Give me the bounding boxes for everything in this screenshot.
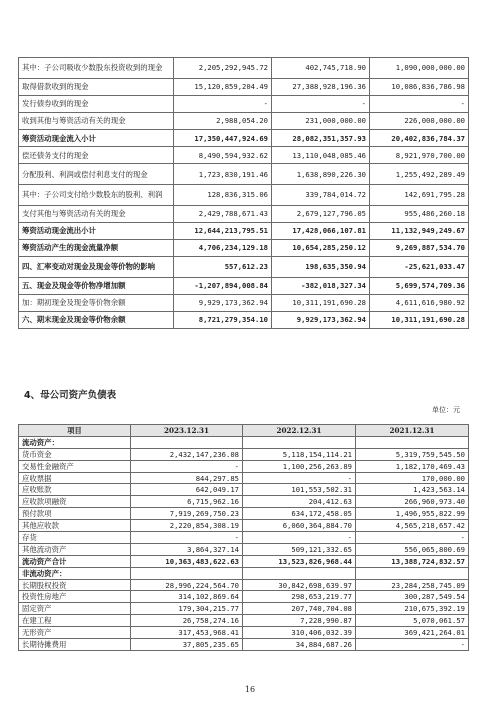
row-label: 应收票据 [19, 472, 131, 484]
value-cell: 4,565,218,657.42 [356, 520, 469, 532]
row-label: 货币资金 [19, 448, 131, 460]
table-row [19, 448, 469, 460]
row-label: 筹资活动现金流入小计 [19, 129, 174, 146]
column-header: 项目 [19, 425, 131, 437]
table-row [19, 532, 469, 544]
value-cell: - [174, 95, 272, 112]
value-cell: - [356, 639, 469, 651]
row-label: 其他应收款 [19, 520, 131, 532]
row-label: 固定资产 [19, 603, 131, 615]
value-cell: 128,836,315.06 [174, 184, 272, 205]
table-row [19, 520, 469, 532]
value-cell: 226,000,000.00 [370, 112, 469, 129]
table-row [19, 460, 469, 472]
value-cell: 28,996,224,564.70 [131, 579, 243, 591]
value-cell: 2,220,854,308.19 [131, 520, 243, 532]
value-cell: -25,621,033.47 [370, 256, 469, 277]
value-cell: 17,428,066,107.81 [272, 222, 370, 239]
value-cell: 101,553,502.31 [243, 484, 356, 496]
value-cell: 6,060,364,884.70 [243, 520, 356, 532]
column-header: 2021.12.31 [356, 425, 469, 437]
table-row [19, 496, 469, 508]
value-cell: - [131, 532, 243, 544]
value-cell: 10,311,191,690.28 [272, 294, 370, 311]
table-row [19, 555, 469, 567]
value-cell: 20,402,836,784.37 [370, 129, 469, 146]
value-cell: 8,490,594,932.62 [174, 147, 272, 164]
table-row [19, 615, 469, 627]
table-row [19, 58, 469, 79]
value-cell: 844,297.85 [131, 472, 243, 484]
value-cell: 11,132,949,249.67 [370, 222, 469, 239]
value-cell [243, 567, 356, 579]
value-cell: 310,406,032.39 [243, 627, 356, 639]
section-title: 4、母公司资产负债表 [24, 390, 117, 401]
value-cell: 4,706,234,129.18 [174, 239, 272, 256]
value-cell: 2,988,054.20 [174, 112, 272, 129]
value-cell: 8,721,279,354.10 [174, 311, 272, 328]
value-cell: - [272, 95, 370, 112]
value-cell: 30,842,698,639.97 [243, 579, 356, 591]
table-row [19, 95, 469, 112]
value-cell: 10,363,483,622.63 [131, 555, 243, 567]
row-label: 投资性房地产 [19, 591, 131, 603]
table-row [19, 472, 469, 484]
table-row [19, 256, 469, 277]
table-row [19, 543, 469, 555]
value-cell: 1,255,492,289.49 [370, 164, 469, 185]
value-cell: 6,715,962.16 [131, 496, 243, 508]
value-cell [356, 567, 469, 579]
table-row [19, 508, 469, 520]
table-row [19, 484, 469, 496]
value-cell: 314,102,869.64 [131, 591, 243, 603]
value-cell: 7,919,269,750.23 [131, 508, 243, 520]
value-cell: 556,065,800.69 [356, 543, 469, 555]
table-row [19, 129, 469, 146]
row-label: 五、现金及现金等价物净增加额 [19, 277, 174, 294]
table-row [19, 294, 469, 311]
row-label: 在建工程 [19, 615, 131, 627]
row-label: 预付款项 [19, 508, 131, 520]
value-cell: 1,100,256,263.89 [243, 460, 356, 472]
value-cell [131, 436, 243, 448]
value-cell: 179,304,215.77 [131, 603, 243, 615]
table-row [19, 184, 469, 205]
row-label: 存货 [19, 532, 131, 544]
value-cell: 15,120,859,204.49 [174, 78, 272, 95]
table-header-row [19, 425, 469, 437]
value-cell: 198,635,350.94 [272, 256, 370, 277]
table-row [19, 579, 469, 591]
table-row [19, 164, 469, 185]
value-cell [131, 567, 243, 579]
value-cell: 27,388,928,196.36 [272, 78, 370, 95]
table-row [19, 277, 469, 294]
value-cell: 1,182,170,469.43 [356, 460, 469, 472]
row-label: 支付其他与筹资活动有关的现金 [19, 205, 174, 222]
value-cell: 17,350,447,924.69 [174, 129, 272, 146]
row-label: 应收账款 [19, 484, 131, 496]
value-cell: 339,784,014.72 [272, 184, 370, 205]
value-cell: - [356, 532, 469, 544]
unit-label: 单位：元 [432, 406, 460, 414]
value-cell: 10,311,191,690.28 [370, 311, 469, 328]
value-cell: 3,864,327.14 [131, 543, 243, 555]
value-cell: 5,070,061.57 [356, 615, 469, 627]
value-cell [243, 436, 356, 448]
value-cell: 1,423,563.14 [356, 484, 469, 496]
row-label: 取得借款收到的现金 [19, 78, 174, 95]
value-cell: 28,082,351,357.93 [272, 129, 370, 146]
row-label: 流动资产合计 [19, 555, 131, 567]
table-row [19, 603, 469, 615]
value-cell: 231,000,000.00 [272, 112, 370, 129]
value-cell: 509,121,332.65 [243, 543, 356, 555]
row-label: 分配股利、利润或偿付利息支付的现金 [19, 164, 174, 185]
row-label: 筹资活动现金流出小计 [19, 222, 174, 239]
row-label: 流动资产： [19, 436, 131, 448]
value-cell: 266,960,973.40 [356, 496, 469, 508]
value-cell: 23,284,258,745.09 [356, 579, 469, 591]
value-cell: 170,000.00 [356, 472, 469, 484]
parent-balance-sheet-table [18, 424, 469, 651]
row-label: 交易性金融资产 [19, 460, 131, 472]
value-cell: 9,929,173,362.94 [272, 311, 370, 328]
value-cell: 5,699,574,709.36 [370, 277, 469, 294]
row-label: 偿还债务支付的现金 [19, 147, 174, 164]
row-label: 加：期初现金及现金等价物余额 [19, 294, 174, 311]
value-cell: 207,740,704.08 [243, 603, 356, 615]
value-cell: 13,388,724,832.57 [356, 555, 469, 567]
value-cell: 13,523,826,968.44 [243, 555, 356, 567]
table-row [19, 205, 469, 222]
row-label: 非流动资产： [19, 567, 131, 579]
table-row [19, 78, 469, 95]
value-cell: 13,110,048,085.46 [272, 147, 370, 164]
value-cell: 8,921,970,700.00 [370, 147, 469, 164]
table-row [19, 112, 469, 129]
cash-flow-table [18, 57, 469, 329]
row-label: 应收款项融资 [19, 496, 131, 508]
value-cell: 2,429,788,671.43 [174, 205, 272, 222]
value-cell: 298,653,219.77 [243, 591, 356, 603]
row-label: 六、期末现金及现金等价物余额 [19, 311, 174, 328]
row-label: 其中：子公司支付给少数股东的股利、利润 [19, 184, 174, 205]
value-cell: 2,679,127,796.05 [272, 205, 370, 222]
value-cell: -382,018,327.34 [272, 277, 370, 294]
value-cell: 5,319,759,545.50 [356, 448, 469, 460]
table-row [19, 239, 469, 256]
row-label: 四、汇率变动对现金及现金等价物的影响 [19, 256, 174, 277]
table-row [19, 147, 469, 164]
value-cell: - [131, 460, 243, 472]
column-header: 2022.12.31 [243, 425, 356, 437]
value-cell: - [370, 95, 469, 112]
row-label: 其他流动资产 [19, 543, 131, 555]
row-label: 长期股权投资 [19, 579, 131, 591]
value-cell: 142,691,795.28 [370, 184, 469, 205]
row-label: 其中：子公司吸收少数股东投资收到的现金 [19, 58, 174, 79]
table-row [19, 567, 469, 579]
row-label: 无形资产 [19, 627, 131, 639]
row-label: 筹资活动产生的现金流量净额 [19, 239, 174, 256]
value-cell: 34,884,687.26 [243, 639, 356, 651]
value-cell: -1,207,894,008.84 [174, 277, 272, 294]
value-cell: 4,611,616,980.92 [370, 294, 469, 311]
table-row [19, 639, 469, 651]
value-cell: 9,269,887,534.70 [370, 239, 469, 256]
value-cell: 1,090,000,000.00 [370, 58, 469, 79]
value-cell: 1,496,955,822.99 [356, 508, 469, 520]
value-cell: 634,172,458.05 [243, 508, 356, 520]
value-cell: 2,205,292,945.72 [174, 58, 272, 79]
value-cell: 204,412.63 [243, 496, 356, 508]
value-cell: 1,638,890,226.30 [272, 164, 370, 185]
value-cell [356, 436, 469, 448]
value-cell: 557,612.23 [174, 256, 272, 277]
page-number: 16 [244, 685, 256, 694]
value-cell: 642,049.17 [131, 484, 243, 496]
value-cell: 7,228,990.87 [243, 615, 356, 627]
value-cell: - [243, 532, 356, 544]
table-row [19, 436, 469, 448]
table-row [19, 591, 469, 603]
row-label: 长期待摊费用 [19, 639, 131, 651]
value-cell: 10,086,836,786.98 [370, 78, 469, 95]
table-row [19, 627, 469, 639]
value-cell: 300,287,549.54 [356, 591, 469, 603]
value-cell: 10,654,285,250.12 [272, 239, 370, 256]
value-cell: - [243, 472, 356, 484]
value-cell: 2,432,147,236.08 [131, 448, 243, 460]
column-header: 2023.12.31 [131, 425, 243, 437]
table-row [19, 222, 469, 239]
value-cell: 26,758,274.16 [131, 615, 243, 627]
value-cell: 369,421,264.01 [356, 627, 469, 639]
value-cell: 955,486,260.18 [370, 205, 469, 222]
value-cell: 317,453,968.41 [131, 627, 243, 639]
table-row [19, 311, 469, 328]
value-cell: 37,805,235.65 [131, 639, 243, 651]
value-cell: 1,723,830,191.46 [174, 164, 272, 185]
row-label: 收到其他与筹资活动有关的现金 [19, 112, 174, 129]
value-cell: 402,745,718.90 [272, 58, 370, 79]
value-cell: 9,929,173,362.94 [174, 294, 272, 311]
row-label: 发行债券收到的现金 [19, 95, 174, 112]
value-cell: 12,644,213,795.51 [174, 222, 272, 239]
value-cell: 210,675,392.19 [356, 603, 469, 615]
value-cell: 5,118,154,114.21 [243, 448, 356, 460]
